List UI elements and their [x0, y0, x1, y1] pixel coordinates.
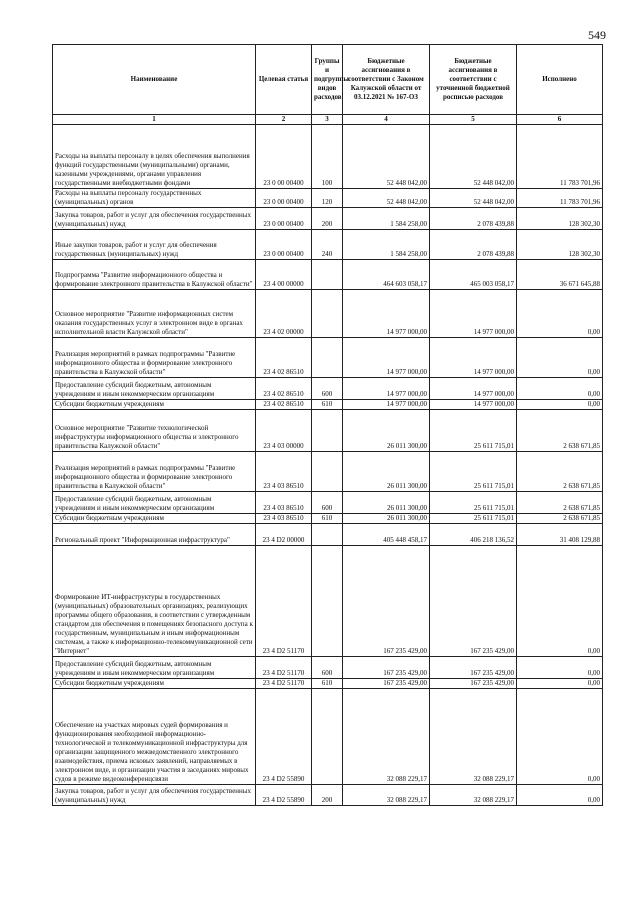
row-budget-law-cell: 1 584 258,00 — [343, 208, 430, 230]
row-executed-cell: 2 638 671,85 — [517, 410, 603, 452]
row-group-cell — [312, 260, 343, 290]
row-executed-cell: 0,00 — [517, 400, 603, 410]
row-group-cell: 120 — [312, 189, 343, 208]
row-target-cell: 23 4 00 00000 — [256, 260, 312, 290]
row-budget-law-cell: 26 011 300,00 — [343, 410, 430, 452]
row-name-cell: Иные закупки товаров, работ и услуг для обеспечения государственных (муниципальных) нужд — [53, 230, 256, 260]
row-budget-law-cell: 52 448 042,00 — [343, 125, 430, 189]
row-target-cell: 23 4 02 86510 — [256, 378, 312, 400]
row-group-cell — [312, 524, 343, 546]
row-budget-law-cell: 1 584 258,00 — [343, 230, 430, 260]
row-group-cell — [312, 546, 343, 657]
table-row — [53, 679, 603, 689]
row-name-cell: Формирование ИТ-инфраструктуры в государственных (муниципальных) образовательных организациях, реализующих программы общего образования, в соответствии с утвержденным стандартом для обеспечения в помещениях безопасного доступа к государственным, муниципальным и иным информационным системам, а также к информационно-телекоммуникационной сети "Интернет" — [53, 546, 256, 657]
table-row — [53, 189, 603, 208]
row-budget-updated-cell: 465 003 058,17 — [430, 260, 517, 290]
row-group-cell — [312, 290, 343, 338]
row-target-cell: 23 4 03 00000 — [256, 410, 312, 452]
row-group-cell: 240 — [312, 230, 343, 260]
table-row — [53, 452, 603, 492]
row-executed-cell: 0,00 — [517, 338, 603, 378]
row-budget-updated-cell: 406 218 136,52 — [430, 524, 517, 546]
row-budget-law-cell: 52 448 042,00 — [343, 189, 430, 208]
row-name-cell: Закупка товаров, работ и услуг для обеспечения государственных (муниципальных) нужд — [53, 208, 256, 230]
row-group-cell: 100 — [312, 125, 343, 189]
row-name-cell: Субсидии бюджетным учреждениям — [53, 679, 256, 689]
table-row — [53, 290, 603, 338]
table-row — [53, 400, 603, 410]
row-budget-law-cell: 405 448 458,17 — [343, 524, 430, 546]
row-executed-cell: 0,00 — [517, 679, 603, 689]
row-target-cell: 23 4 03 86510 — [256, 452, 312, 492]
column-number: 5 — [430, 115, 517, 125]
column-number: 3 — [312, 115, 343, 125]
table-row — [53, 546, 603, 657]
row-group-cell — [312, 410, 343, 452]
table-row — [53, 785, 603, 806]
row-executed-cell: 128 302,30 — [517, 230, 603, 260]
row-budget-updated-cell: 2 078 439,88 — [430, 230, 517, 260]
row-budget-updated-cell: 167 235 429,00 — [430, 679, 517, 689]
row-executed-cell: 0,00 — [517, 290, 603, 338]
row-name-cell: Закупка товаров, работ и услуг для обеспечения государственных (муниципальных) нужд — [53, 785, 256, 806]
row-name-cell: Субсидии бюджетным учреждениям — [53, 400, 256, 410]
row-group-cell: 600 — [312, 378, 343, 400]
row-budget-updated-cell: 52 448 042,00 — [430, 125, 517, 189]
row-budget-law-cell: 14 977 000,00 — [343, 378, 430, 400]
row-executed-cell: 0,00 — [517, 546, 603, 657]
table-row — [53, 378, 603, 400]
row-name-cell: Обеспечение на участках мировых судей формирования и функционирования необходимой информационно-технологической и телекоммуникационной инфраструктуры для организации защищенного межведомственного электронного взаимодействия, приема исковых заявлений, направляемых в электронном виде, и организации участия в заседаниях мировых судов в режиме видеоконференцсвязи — [53, 689, 256, 785]
row-budget-updated-cell: 52 448 042,00 — [430, 189, 517, 208]
row-name-cell: Субсидии бюджетным учреждениям — [53, 514, 256, 524]
column-number: 2 — [256, 115, 312, 125]
row-budget-law-cell: 32 088 229,17 — [343, 689, 430, 785]
row-budget-law-cell: 26 011 300,00 — [343, 452, 430, 492]
row-executed-cell: 36 671 645,88 — [517, 260, 603, 290]
row-budget-updated-cell: 32 088 229,17 — [430, 689, 517, 785]
row-budget-law-cell: 32 088 229,17 — [343, 785, 430, 806]
table-row — [53, 657, 603, 679]
row-name-cell: Предоставление субсидий бюджетным, автономным учреждениям и иным некоммерческим организациям — [53, 492, 256, 514]
row-target-cell: 23 4 03 86510 — [256, 492, 312, 514]
row-budget-updated-cell: 14 977 000,00 — [430, 378, 517, 400]
budget-table — [52, 44, 603, 806]
row-budget-updated-cell: 167 235 429,00 — [430, 657, 517, 679]
row-budget-updated-cell: 25 611 715,01 — [430, 514, 517, 524]
row-name-cell: Расходы на выплаты персоналу государственных (муниципальных) органов — [53, 189, 256, 208]
row-target-cell: 23 4 D2 51170 — [256, 546, 312, 657]
row-name-cell: Реализация мероприятий в рамках подпрограммы "Развитие информационного общества и формирование электронного правительства в Калужской области" — [53, 338, 256, 378]
row-budget-law-cell: 464 603 058,17 — [343, 260, 430, 290]
row-group-cell: 600 — [312, 492, 343, 514]
row-budget-law-cell: 167 235 429,00 — [343, 679, 430, 689]
row-group-cell — [312, 452, 343, 492]
row-group-cell: 200 — [312, 208, 343, 230]
row-budget-updated-cell: 25 611 715,01 — [430, 410, 517, 452]
row-budget-updated-cell: 14 977 000,00 — [430, 338, 517, 378]
row-budget-law-cell: 167 235 429,00 — [343, 546, 430, 657]
header-groups: Группы и подгруппы видов расходов — [312, 45, 343, 115]
header-name: Наименование — [53, 45, 256, 115]
row-executed-cell: 0,00 — [517, 689, 603, 785]
row-executed-cell: 31 408 129,88 — [517, 524, 603, 546]
row-target-cell: 23 4 D2 51170 — [256, 679, 312, 689]
row-target-cell: 23 4 D2 55890 — [256, 785, 312, 806]
table-row — [53, 514, 603, 524]
column-number: 6 — [517, 115, 603, 125]
row-target-cell: 23 4 02 86510 — [256, 338, 312, 378]
table-row — [53, 689, 603, 785]
row-target-cell: 23 4 D2 51170 — [256, 657, 312, 679]
row-target-cell: 23 0 00 00400 — [256, 230, 312, 260]
row-budget-law-cell: 26 011 300,00 — [343, 514, 430, 524]
row-budget-updated-cell: 32 088 229,17 — [430, 785, 517, 806]
row-budget-law-cell: 14 977 000,00 — [343, 338, 430, 378]
row-target-cell: 23 4 D2 00000 — [256, 524, 312, 546]
row-budget-law-cell: 167 235 429,00 — [343, 657, 430, 679]
column-number: 1 — [53, 115, 256, 125]
row-name-cell: Подпрограмма "Развитие информационного общества и формирование электронного правительства в Калужской области" — [53, 260, 256, 290]
row-budget-updated-cell: 167 235 429,00 — [430, 546, 517, 657]
header-target: Целевая статья — [256, 45, 312, 115]
row-group-cell: 610 — [312, 679, 343, 689]
row-budget-updated-cell: 25 611 715,01 — [430, 452, 517, 492]
column-number-row — [53, 115, 603, 125]
row-target-cell: 23 0 00 00400 — [256, 208, 312, 230]
header-budget-law: Бюджетные ассигнования в соответствии с Законом Калужской области от 03.12.2021 № 167-ОЗ — [343, 45, 430, 115]
table-row — [53, 524, 603, 546]
column-number: 4 — [343, 115, 430, 125]
row-executed-cell: 0,00 — [517, 378, 603, 400]
row-executed-cell: 11 783 701,96 — [517, 125, 603, 189]
row-target-cell: 23 0 00 00400 — [256, 125, 312, 189]
row-budget-updated-cell: 14 977 000,00 — [430, 400, 517, 410]
table-header-row — [53, 45, 603, 115]
row-executed-cell: 2 638 671,85 — [517, 452, 603, 492]
row-executed-cell: 2 638 671,85 — [517, 514, 603, 524]
row-budget-updated-cell: 2 078 439,88 — [430, 208, 517, 230]
row-group-cell — [312, 689, 343, 785]
row-budget-updated-cell: 25 611 715,01 — [430, 492, 517, 514]
row-name-cell: Реализация мероприятий в рамках подпрограммы "Развитие информационного общества и формирование электронного правительства в Калужской области" — [53, 452, 256, 492]
row-group-cell: 600 — [312, 657, 343, 679]
row-target-cell: 23 4 03 86510 — [256, 514, 312, 524]
row-executed-cell: 0,00 — [517, 657, 603, 679]
row-name-cell: Расходы на выплаты персоналу в целях обеспечения выполнения функций государственными (муниципальными) органами, казенными учреждениями, органами управления государственными внебюджетными фондами — [53, 125, 256, 189]
table-row — [53, 492, 603, 514]
row-group-cell: 200 — [312, 785, 343, 806]
page-number: 549 — [588, 28, 606, 42]
header-executed: Исполнено — [517, 45, 603, 115]
row-group-cell: 610 — [312, 400, 343, 410]
row-name-cell: Основное мероприятие "Развитие информационных систем оказания государственных услуг в электронном виде в органах исполнительной власти Калужской области" — [53, 290, 256, 338]
table-row — [53, 410, 603, 452]
row-group-cell — [312, 338, 343, 378]
row-name-cell: Предоставление субсидий бюджетным, автономным учреждениям и иным некоммерческим организациям — [53, 657, 256, 679]
row-budget-law-cell: 26 011 300,00 — [343, 492, 430, 514]
table-row — [53, 338, 603, 378]
row-budget-law-cell: 14 977 000,00 — [343, 400, 430, 410]
table-row — [53, 208, 603, 230]
row-executed-cell: 128 302,30 — [517, 208, 603, 230]
row-target-cell: 23 4 02 00000 — [256, 290, 312, 338]
row-target-cell: 23 4 D2 55890 — [256, 689, 312, 785]
table-row — [53, 230, 603, 260]
row-target-cell: 23 0 00 00400 — [256, 189, 312, 208]
row-name-cell: Региональный проект "Информационная инфраструктура" — [53, 524, 256, 546]
row-target-cell: 23 4 02 86510 — [256, 400, 312, 410]
table-row — [53, 125, 603, 189]
row-name-cell: Предоставление субсидий бюджетным, автономным учреждениям и иным некоммерческим организациям — [53, 378, 256, 400]
row-executed-cell: 2 638 671,85 — [517, 492, 603, 514]
row-executed-cell: 11 783 701,96 — [517, 189, 603, 208]
row-group-cell: 610 — [312, 514, 343, 524]
row-executed-cell: 0,00 — [517, 785, 603, 806]
row-budget-law-cell: 14 977 000,00 — [343, 290, 430, 338]
header-budget-updated: Бюджетные ассигнования в соответствии с уточненной бюджетной росписью расходов — [430, 45, 517, 115]
row-budget-updated-cell: 14 977 000,00 — [430, 290, 517, 338]
row-name-cell: Основное мероприятие "Развитие технологической инфраструктуры информационного общества и электронного правительства Калужской области" — [53, 410, 256, 452]
table-row — [53, 260, 603, 290]
